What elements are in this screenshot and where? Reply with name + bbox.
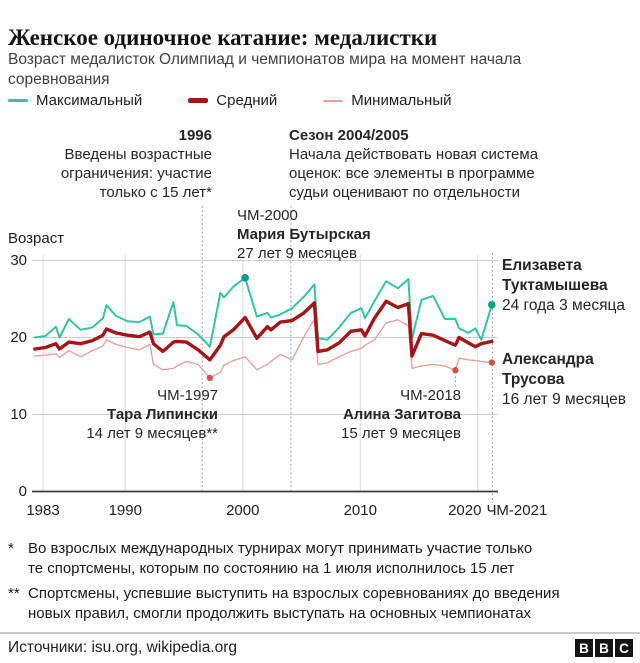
annotation-2004-line: судьи оценивают по отдельности (289, 184, 521, 201)
annotation-age: 14 лет 9 месяцев** (86, 425, 218, 442)
x-tick-label: 1990 (108, 502, 142, 519)
footnote-line: новых правил, смогли продолжить выступать на основных чемпионатах (28, 605, 532, 622)
series-line-1 (35, 301, 492, 360)
footnote-2 (8, 584, 623, 624)
source-attribution: Источники: isu.org, wikipedia.org (8, 639, 238, 656)
annotation-event: ЧМ-1997 (157, 387, 218, 404)
annotation-2004-line: Начала действовать новая система (289, 146, 539, 163)
bbc-logo-block: B (595, 639, 613, 657)
footer-divider (0, 632, 640, 634)
legend-label-max: Максимальный (36, 92, 143, 109)
annotation-age: 27 лет 9 месяцев (237, 245, 358, 262)
marker-dot (241, 274, 249, 282)
legend-label-min: Минимальный (351, 92, 452, 109)
x-tick-label: 1983 (26, 502, 60, 519)
annotation-skater-name: Алина Загитова (342, 406, 461, 423)
bbc-logo-block: C (615, 639, 633, 657)
annotation-2004-rule (289, 126, 569, 202)
annotation-butyrskaya (237, 206, 371, 263)
annotation-event: ЧМ-2000 (237, 207, 298, 224)
footnote-marker: * (8, 540, 14, 557)
bbc-logo (575, 639, 633, 657)
y-tick-label: 0 (18, 482, 27, 500)
annotation-1996-rule (20, 126, 212, 202)
legend-item-min (323, 92, 451, 109)
y-axis-title: Возраст (8, 230, 65, 247)
page-title: Женское одиночное катание: медалистки (8, 25, 438, 51)
annotation-lipinski (28, 386, 218, 443)
footnote-line: те спортсмены, которым по состоянию на 1 июля исполнилось 15 лет (28, 560, 515, 577)
x-tick-label: 2000 (226, 502, 260, 519)
annotation-1996-line: Введены возрастные (64, 146, 212, 163)
footnote-line: Спортсмены, успевшие выступить на взрослых соревнованиях до введения (28, 585, 560, 602)
annotation-age: 24 года 3 месяца (502, 297, 625, 314)
annotation-skater-name: Туктамышева (502, 277, 608, 294)
y-tick-label: 20 (10, 328, 27, 346)
legend-item-max (8, 92, 142, 109)
annotation-skater-name: Тара Липински (107, 406, 218, 423)
legend-swatch-min (323, 100, 343, 102)
y-tick-label: 30 (10, 251, 27, 269)
series-line-2 (35, 319, 492, 378)
footnote-line: Во взрослых международных турнирах могут принимать участие только (28, 540, 533, 557)
legend-swatch-avg (188, 98, 208, 103)
footnote-marker: ** (8, 585, 20, 602)
bbc-logo-block: B (575, 639, 593, 657)
chart-legend (8, 92, 451, 109)
marker-dot (488, 301, 496, 309)
legend-item-avg (188, 92, 277, 109)
annotation-trusova (502, 350, 626, 410)
legend-swatch-max (8, 99, 28, 102)
x-tick-label: 2010 (343, 502, 377, 519)
chart-subtitle: Возраст медалисток Олимпиад и чемпионатов мира на момент начала соревнования (8, 51, 522, 88)
annotation-skater-name: Трусова (502, 371, 565, 388)
annotation-event: ЧМ-2018 (400, 387, 461, 404)
footnote-1 (8, 539, 623, 579)
footnote-text (28, 539, 532, 579)
annotation-skater-name: Елизавета (502, 257, 582, 274)
footnotes (8, 539, 623, 624)
annotation-1996-title: 1996 (178, 127, 212, 144)
x-tick-label: 2020 (448, 502, 482, 519)
x-tick-label-chm2021: ЧМ-2021 (486, 502, 548, 519)
annotation-2004-title: Сезон 2004/2005 (289, 127, 409, 144)
annotation-age: 16 лет 9 месяцев (502, 391, 627, 408)
annotation-2004-line: оценок: все элементы в программе (289, 165, 535, 182)
annotation-skater-name: Александра (502, 351, 594, 368)
footnote-text (28, 584, 560, 624)
annotation-1996-line: ограничения: участие (60, 165, 212, 182)
annotation-tuktamysheva (502, 256, 625, 316)
annotation-1996-line: только с 15 лет* (99, 184, 212, 201)
marker-dot (207, 375, 213, 381)
annotation-zagitova (271, 386, 461, 443)
annotation-age: 15 лет 9 месяцев (340, 425, 461, 442)
marker-dot (452, 367, 458, 373)
legend-label-avg: Средний (216, 92, 278, 109)
annotation-skater-name: Мария Бутырская (237, 226, 371, 243)
y-tick-label: 10 (10, 405, 27, 423)
marker-dot (489, 359, 495, 365)
